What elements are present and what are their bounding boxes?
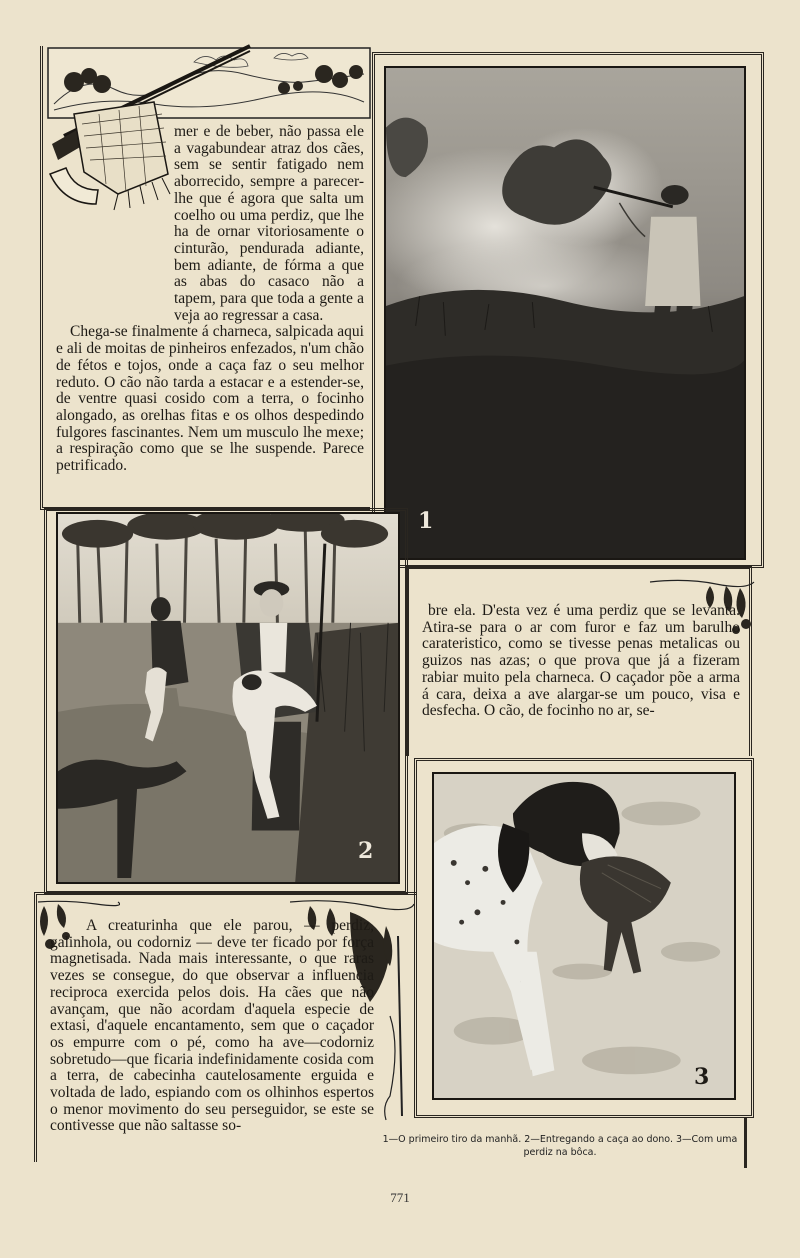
photo2-handing-game [56, 512, 400, 884]
photo-caption: 1—O primeiro tiro da manhã. 2—Entregando a caça ao dono. 3—Com uma perdiz na bôca. [382, 1134, 738, 1158]
column1-bottom-paragraph: A creaturinha que ele parou, — perdiz, galinhola, ou codorniz — deve ter ficado por força magnetisada. Nada mais interessante, o que raras vezes se consegue, do que observar a influencia reciproca exercida pelos dois. Ha cães que não avançam, que não acordam d'aquela especie de extasi, d'aquele encantamento, sem que o caçador os empurre com o pé, como ha ave—codorniz sobretudo—que ficaria indefinidamente cosida com a terra, de cabecinha cautelosamente erguida e voltada de lado, espiando com os olhinhos espertos o menor movimento do seu perseguidor, se este se contivesse que não saltasse so- [50, 917, 374, 1135]
column2-middle-text [422, 603, 740, 720]
photo1-number: 1 [418, 508, 434, 534]
right-column-rule [744, 1118, 747, 1168]
photo3-dog-with-partridge [432, 772, 736, 1100]
page-number: 771 [390, 1190, 410, 1205]
column1-paragraph-1: mer e de beber, não passa ele a vagabundear atraz dos cães, sem se sentir fatigado nem aborrecido, sempre a parecer-lhe que é agora que salta um coelho ou uma perdiz, que lhe ha de ornar vitoriosamente o cinturão, pendurada adiante, bem adiante, de fórma a que as abas do casaco não a tapem, para que toda a gente a veja ao regressar a casa. [174, 123, 364, 324]
column1-top-text [56, 124, 364, 475]
column1-paragraph-2: Chega-se finalmente á charneca, salpicada aqui e ali de moitas de pinheiros enfezados, n'um chão de fétos e tojos, onde a caça faz o seu melhor reduto. O cão não tarda a estacar e a estender-se, de ventre quasi cosido com a terra, o focinho alongado, as orelhas fitas e os olhos despedindo fulgores fascinantes. Nem um musculo lhe mexe; a respiração como que se lhe suspende. Parece petrificado. [56, 323, 364, 475]
photo2-number: 2 [358, 838, 374, 864]
column2-paragraph: bre ela. D'esta vez é uma perdiz que se levanta. Atira-se para o ar com furor e faz um barulho carateristico, como se tivesse penas metalicas ou guizos nas azas; o que prova que já a fizeram rabiar muito pela charneca. O caçador põe a arma á cara, deixa a ave alargar-se um pouco, visa e desfecha. O cão, de focinho no ar, se- [422, 602, 740, 720]
photo1-first-shot [384, 66, 746, 560]
column1-bottom-text [50, 918, 374, 1135]
photo3-number: 3 [694, 1064, 710, 1090]
